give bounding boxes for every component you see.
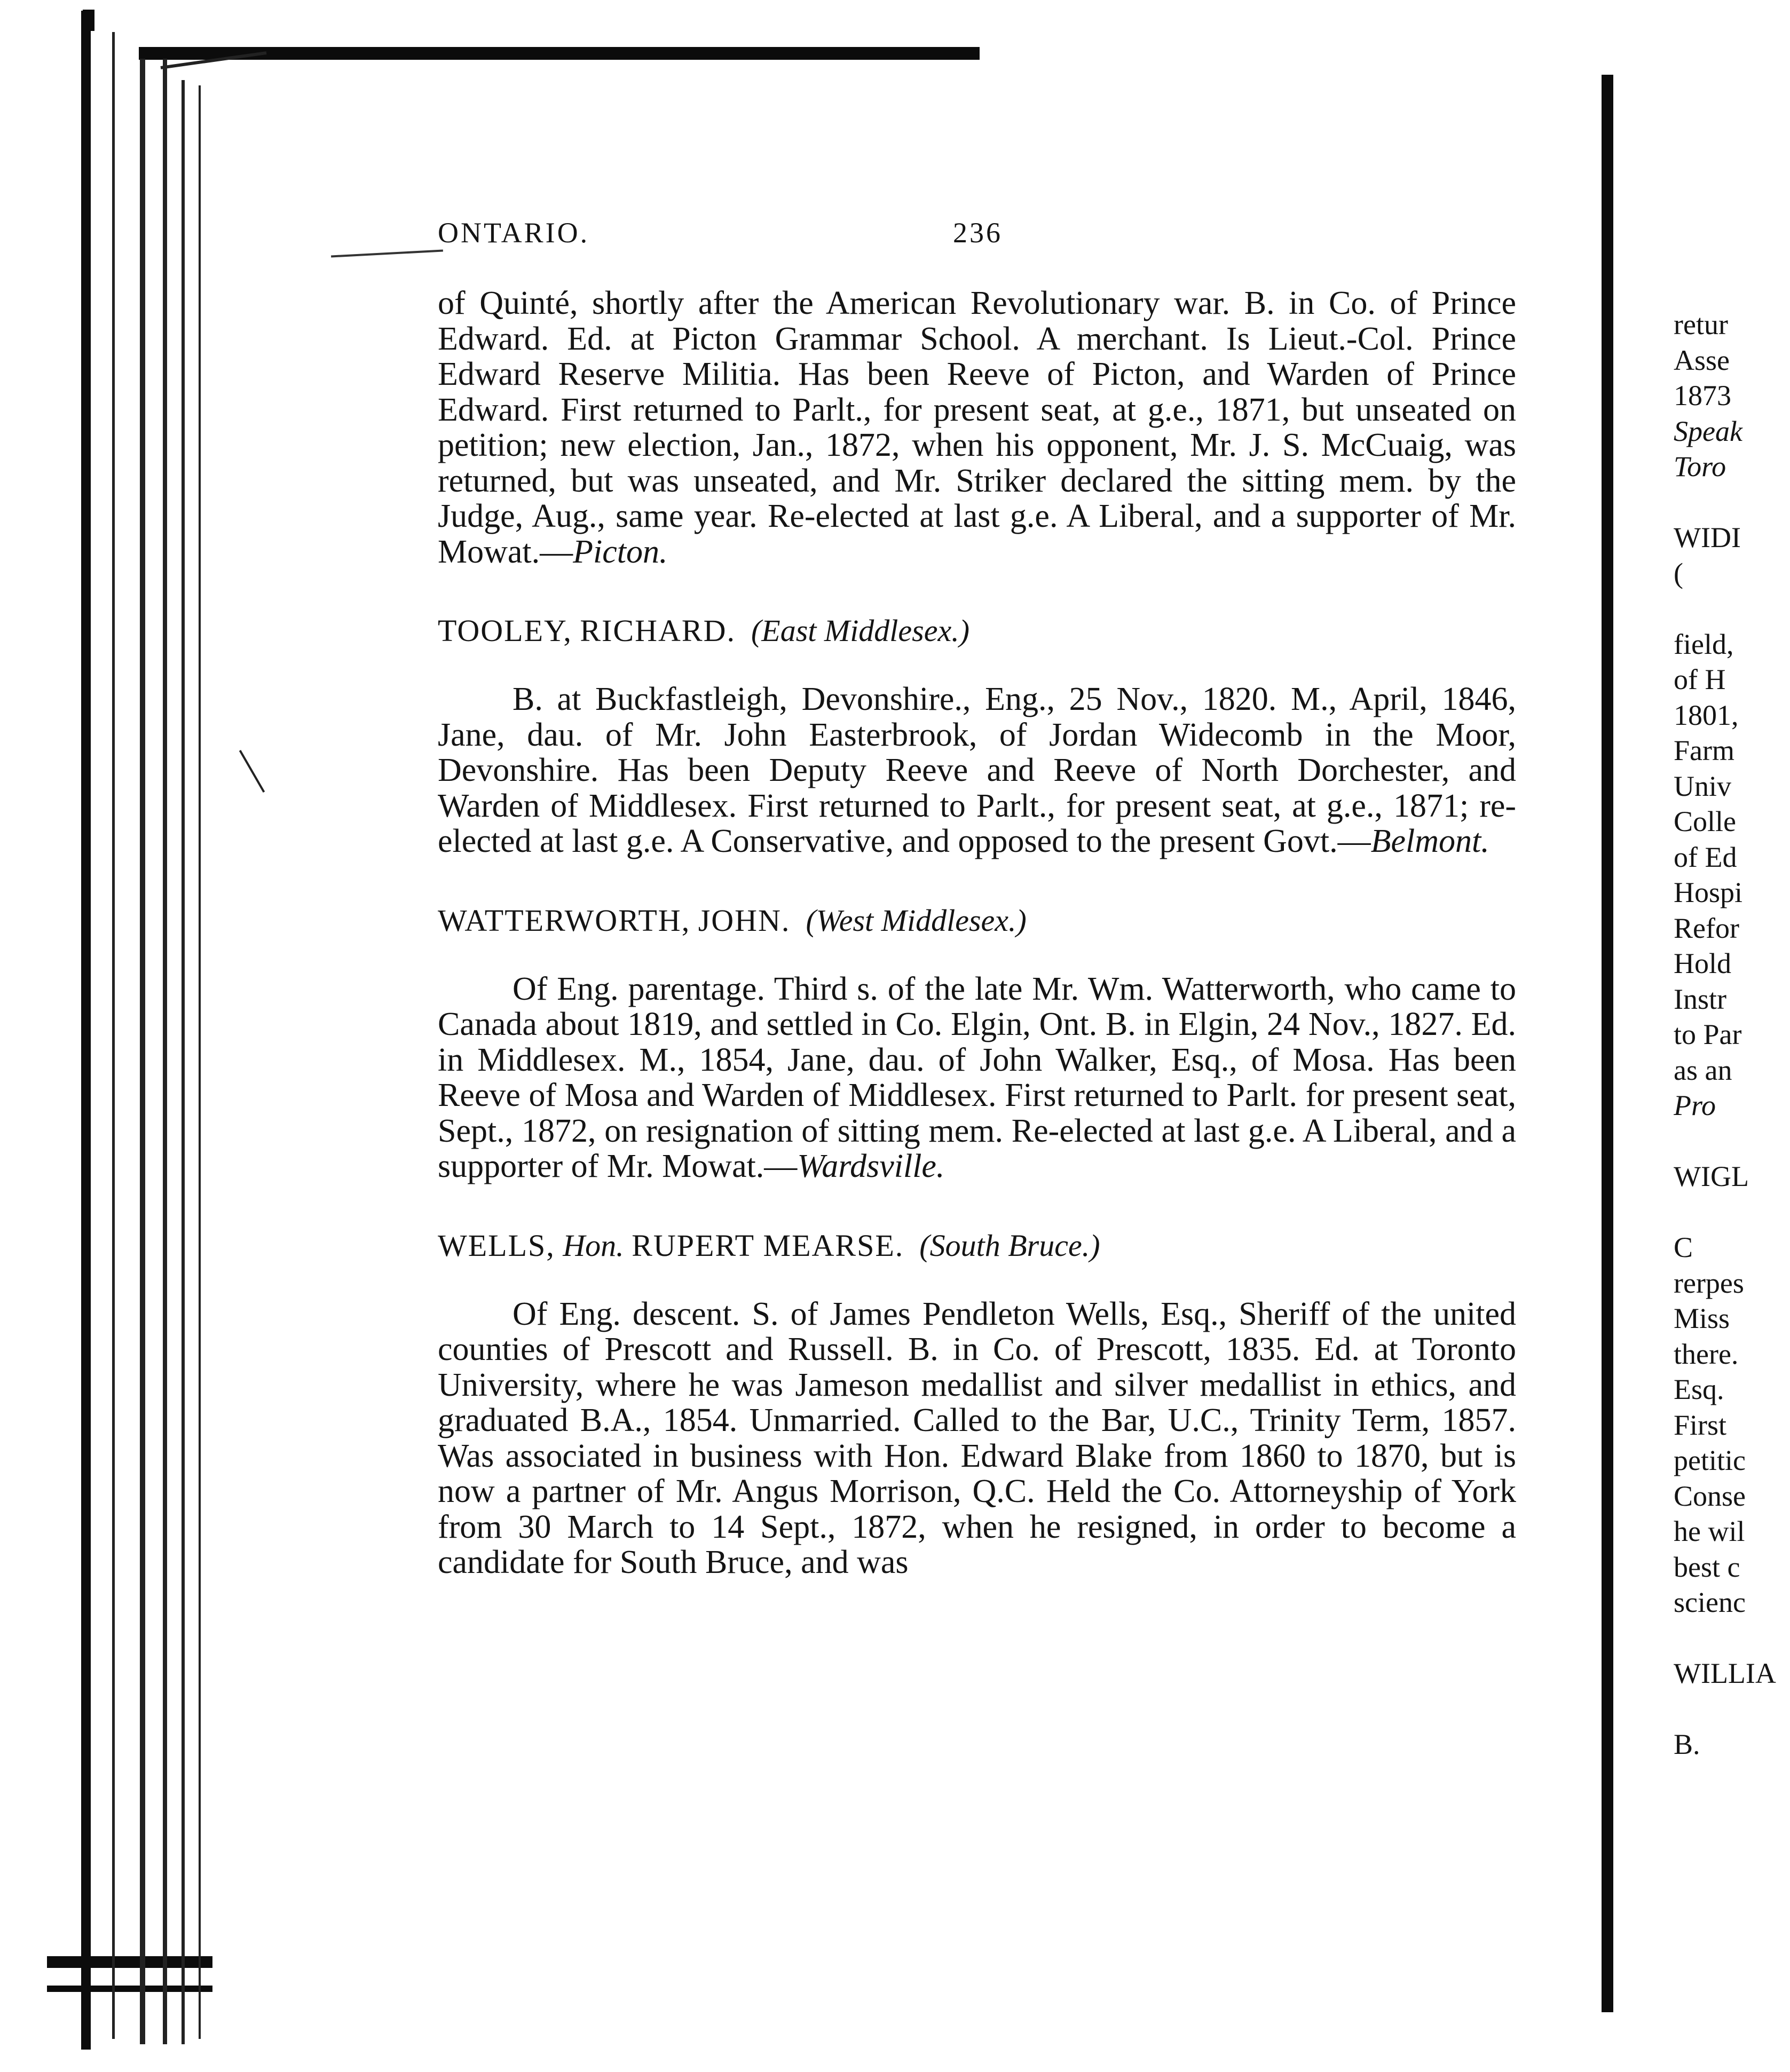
binding-edge-rule xyxy=(47,1956,212,1968)
running-head xyxy=(438,216,1516,264)
entry-text: Of Eng. parentage. Third s. of the late Mr. Wm. Watterworth, who came to Canada about 1819, and settled in Co. Elgin, Ont. B. in Elgin, 24 Nov., 1827. Ed. in Middlesex. M., 1854, Jane, dau. of John Walker, Esq., of Mosa. Has been Reeve of Mosa and Warden of Middlesex. First returned to Parlt. for present seat, Sept., 1872, on resignation of sitting mem. Re-elected at last g.e. A Liberal, and a supporter of Mr. Mowat.— xyxy=(438,970,1516,1184)
facing-line: Hospi xyxy=(1674,876,1743,908)
facing-line: Instr xyxy=(1674,983,1726,1015)
facing-line: B. xyxy=(1674,1728,1700,1760)
facing-line: Asse xyxy=(1674,344,1730,376)
facing-page-fragments xyxy=(1674,307,1790,1762)
facing-line: Hold xyxy=(1674,947,1731,979)
facing-line: First xyxy=(1674,1409,1727,1441)
entry-paragraph-tooley xyxy=(438,682,1516,859)
facing-line: rerpes xyxy=(1674,1267,1744,1299)
facing-line: field, xyxy=(1674,628,1734,660)
binding-fold-line-1 xyxy=(140,59,145,2044)
binding-fold-line-2 xyxy=(163,59,167,2044)
facing-line: to Par xyxy=(1674,1018,1742,1050)
facing-line: Conse xyxy=(1674,1480,1746,1512)
facing-line: retur xyxy=(1674,309,1728,341)
facing-line: Pro xyxy=(1674,1089,1716,1121)
entry-paragraph-watterworth xyxy=(438,971,1516,1184)
facing-line: Esq. xyxy=(1674,1373,1724,1405)
entry-riding: (West Middlesex.) xyxy=(806,903,1027,938)
entry-given-name: RUPERT MEARSE. xyxy=(632,1228,904,1263)
facing-line: ( xyxy=(1674,557,1683,589)
facing-line: Speak xyxy=(1674,415,1742,447)
facing-line: Univ xyxy=(1674,770,1731,802)
margin-pen-mark xyxy=(239,750,265,793)
facing-line: as an xyxy=(1674,1054,1732,1086)
facing-line xyxy=(1674,1124,1790,1159)
entry-residence: Picton. xyxy=(573,533,668,570)
entry-residence: Belmont. xyxy=(1370,823,1489,859)
main-text-column xyxy=(438,216,1516,1580)
facing-line xyxy=(1674,591,1790,627)
binding-fold-line-5 xyxy=(112,32,115,2039)
facing-line: Colle xyxy=(1674,805,1736,837)
entry-surname: WATTERWORTH, xyxy=(438,903,691,938)
facing-line: C xyxy=(1674,1231,1693,1263)
entry-heading-wells xyxy=(438,1228,1516,1263)
entry-heading-watterworth xyxy=(438,903,1516,938)
facing-line xyxy=(1674,1691,1790,1727)
facing-line: there. xyxy=(1674,1338,1739,1370)
entry-heading-tooley xyxy=(438,613,1516,649)
facing-line: petitic xyxy=(1674,1444,1746,1476)
binding-edge-rule-lower xyxy=(47,1986,212,1992)
entry-residence: Wardsville. xyxy=(797,1148,945,1184)
facing-line xyxy=(1674,1620,1790,1656)
facing-line: 1801, xyxy=(1674,699,1739,731)
facing-line: best c xyxy=(1674,1551,1740,1583)
facing-line xyxy=(1674,1195,1790,1230)
facing-line xyxy=(1674,485,1790,520)
facing-line: Refor xyxy=(1674,912,1739,944)
entry-surname: WELLS, xyxy=(438,1228,555,1263)
facing-line: WILLIA xyxy=(1674,1657,1776,1689)
entry-continuation-paragraph xyxy=(438,286,1516,570)
entry-riding: (South Bruce.) xyxy=(919,1228,1100,1263)
facing-line: WIDI xyxy=(1674,521,1741,553)
entry-given-name: JOHN. xyxy=(698,903,791,938)
facing-line: Farm xyxy=(1674,734,1734,766)
binding-edge-heavy xyxy=(81,11,91,2050)
facing-page-edge xyxy=(1602,75,1613,2012)
facing-line: of Ed xyxy=(1674,841,1737,873)
binding-fold-line-4 xyxy=(199,85,201,2039)
facing-line: he wil xyxy=(1674,1515,1745,1547)
binding-fold-line-3 xyxy=(182,80,185,2044)
facing-line: Miss xyxy=(1674,1302,1730,1334)
entry-text: B. at Buckfastleigh, Devonshire., Eng., 25 Nov., 1820. M., April, 1846, Jane, dau. of Mr. John Easterbrook, of Jordan Widecomb in the Moor, Devonshire. Has been Deputy Reeve and Reeve of North Dorchester, and Warden of Middlesex. First returned to Parlt., for present seat, at g.e., 1871; re-elected at last g.e. A Conservative, and opposed to the present Govt.— xyxy=(438,681,1516,859)
entry-riding: (East Middlesex.) xyxy=(751,613,970,648)
entry-surname: TOOLEY, xyxy=(438,613,572,648)
running-head-title: ONTARIO. xyxy=(438,217,590,249)
entry-text: of Quinté, shortly after the American Revolutionary war. B. in Co. of Prince Edward. Ed. at Picton Grammar School. A merchant. Is Lieut.-Col. Prince Edward Reserve Militia. Has been Reeve of Picton, and Warden of Prince Edward. First returned to Parlt., for present seat, at g.e., 1871, but unseated on petition; new election, Jan., 1872, when his opponent, Mr. J. S. McCuaig, was returned, but was unseated, and Mr. Striker declared the sitting mem. by the Judge, Aug., same year. Re-elected at last g.e. A Liberal, and a supporter of Mr. Mowat.— xyxy=(438,285,1516,570)
binding-top-mark xyxy=(83,10,94,31)
page-number: 236 xyxy=(953,217,1003,249)
facing-line: scienc xyxy=(1674,1586,1746,1618)
entry-text: Of Eng. descent. S. of James Pendleton Wells, Esq., Sheriff of the united counties of Prescott and Russell. B. in Co. of Prescott, 1835. Ed. at Toronto University, where he was Jameson medallist and silver medallist in ethics, and graduated B.A., 1854. Unmarried. Called to the Bar, U.C., Trinity Term, 1857. Was associated in business with Hon. Edward Blake from 1860 to 1870, but is now a partner of Mr. Angus Morrison, Q.C. Held the Co. Attorneyship of York from 30 March to 14 Sept., 1872, when he resigned, in order to become a candidate for South Bruce, and was xyxy=(438,1295,1516,1580)
facing-line: Toro xyxy=(1674,450,1726,483)
facing-line: of H xyxy=(1674,663,1726,695)
entry-honorific: Hon. xyxy=(563,1228,624,1263)
pen-stroke xyxy=(331,250,443,258)
entry-given-name: RICHARD. xyxy=(580,613,736,648)
entry-paragraph-wells xyxy=(438,1296,1516,1580)
facing-line: 1873 xyxy=(1674,379,1731,412)
facing-line: WIGL xyxy=(1674,1160,1749,1192)
